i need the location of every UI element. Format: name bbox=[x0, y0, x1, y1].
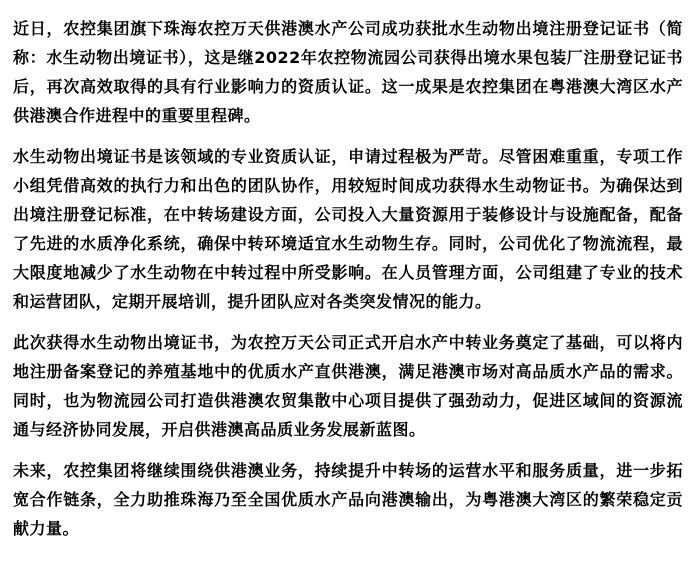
paragraph-intro: 近日，农控集团旗下珠海农控万天供港澳水产公司成功获批水生动物出境注册登记证书（简称：水生动物出境证书），这是继2022年农控物流园公司获得出境水果包装厂注册登记证书后，再次高效取得的具有行业影响力的资质认证。这一成果是农控集团在粤港澳大湾区水产供港澳合作进程中的重要里程碑。 bbox=[13, 19, 683, 125]
paragraph-business-impact: 此次获得水生动物出境证书，为农控万天公司正式开启水产中转业务奠定了基础，可以将内地注册备案登记的养殖基地中的优质水产直供港澳，满足港澳市场对高品质水产品的需求。同时，也为物流园公司打造供港澳农贸集散中心项目提供了强劲动力，促进区域间的资源流通与经济协同发展，开启供港澳高品质业务发展新蓝图。 bbox=[13, 333, 683, 439]
paragraph-certificate-process: 水生动物出境证书是该领域的专业资质认证，申请过程极为严苛。尽管困难重重，专项工作小组凭借高效的执行力和出色的团队协作，用较短时间成功获得水生动物证书。为确保达到出境注册登记标准，在中转场建设方面，公司投入大量资源用于装修设计与设施配备，配备了先进的水质净化系统，确保中转环境适宜水生动物生存。同时，公司优化了物流流程，最大限度地减少了水生动物在中转过程中所受影响。在人员管理方面，公司组建了专业的技术和运营团队，定期开展培训，提升团队应对各类突发情况的能力。 bbox=[13, 147, 683, 311]
paragraph-future-outlook: 未来，农控集团将继续围绕供港澳业务，持续提升中转场的运营水平和服务质量，进一步拓宽合作链条，全力助推珠海乃至全国优质水产品向港澳输出，为粤港澳大湾区的繁荣稳定贡献力量。 bbox=[13, 461, 683, 538]
